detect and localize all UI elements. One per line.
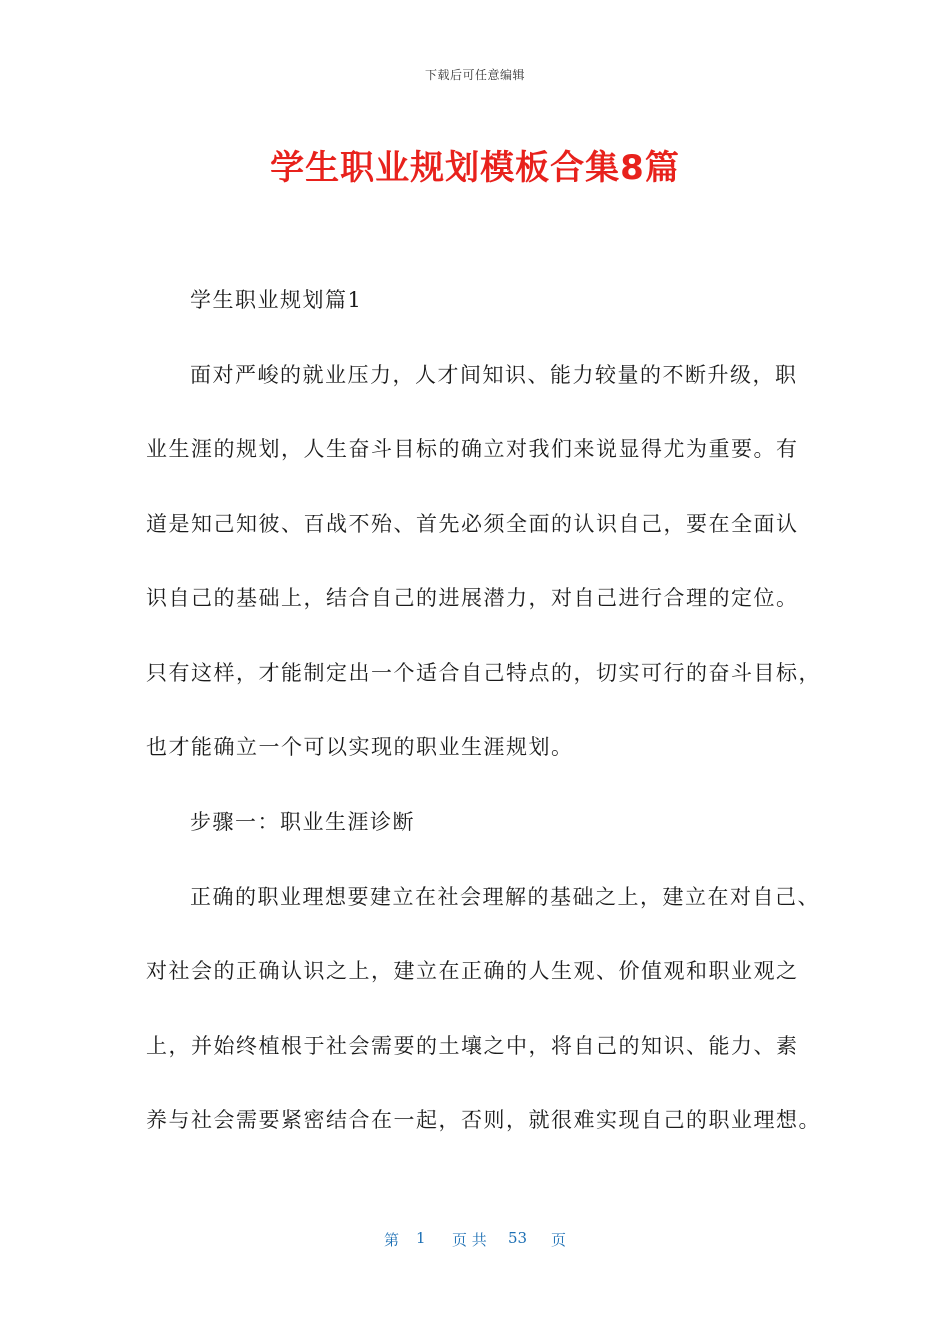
paragraph-2-line-4: 养与社会需要紧密结合在一起，否则，就很难实现自己的职业理想。 <box>146 1108 821 1132</box>
paragraph-2-line-2: 对社会的正确认识之上，建立在正确的人生观、价值观和职业观之 <box>146 959 799 983</box>
section-heading: 学生职业规划篇1 <box>190 288 363 312</box>
step-heading: 步骤一：职业生涯诊断 <box>190 810 415 834</box>
paragraph-1-line-4: 识自己的基础上，结合自己的进展潜力，对自己进行合理的定位。 <box>146 586 799 610</box>
paragraph-2-line-3: 上，并始终植根于社会需要的土壤之中，将自己的知识、能力、素 <box>146 1034 799 1058</box>
paragraph-1-line-3: 道是知己知彼、百战不殆、首先必须全面的认识自己，要在全面认 <box>146 512 799 536</box>
footer-page-number: 1 <box>416 1229 426 1247</box>
paragraph-2-line-1: 正确的职业理想要建立在社会理解的基础之上，建立在对自己、 <box>190 885 820 909</box>
paragraph-1-line-1: 面对严峻的就业压力，人才间知识、能力较量的不断升级，职 <box>190 363 798 387</box>
paragraph-1-line-5: 只有这样，才能制定出一个适合自己特点的，切实可行的奋斗目标， <box>146 661 821 685</box>
header-note: 下载后可任意编辑 <box>424 68 525 82</box>
footer-di: 第 <box>384 1231 400 1249</box>
document-title: 学生职业规划模板合集8篇 <box>270 148 680 188</box>
footer-total-pages: 53 <box>508 1229 528 1247</box>
page-footer <box>0 1229 950 1251</box>
footer-ye: 页 <box>551 1231 567 1249</box>
paragraph-1-line-6: 也才能确立一个可以实现的职业生涯规划。 <box>146 735 574 759</box>
footer-ye-gong: 页 共 <box>452 1231 487 1249</box>
paragraph-1-line-2: 业生涯的规划，人生奋斗目标的确立对我们来说显得尤为重要。有 <box>146 437 799 461</box>
